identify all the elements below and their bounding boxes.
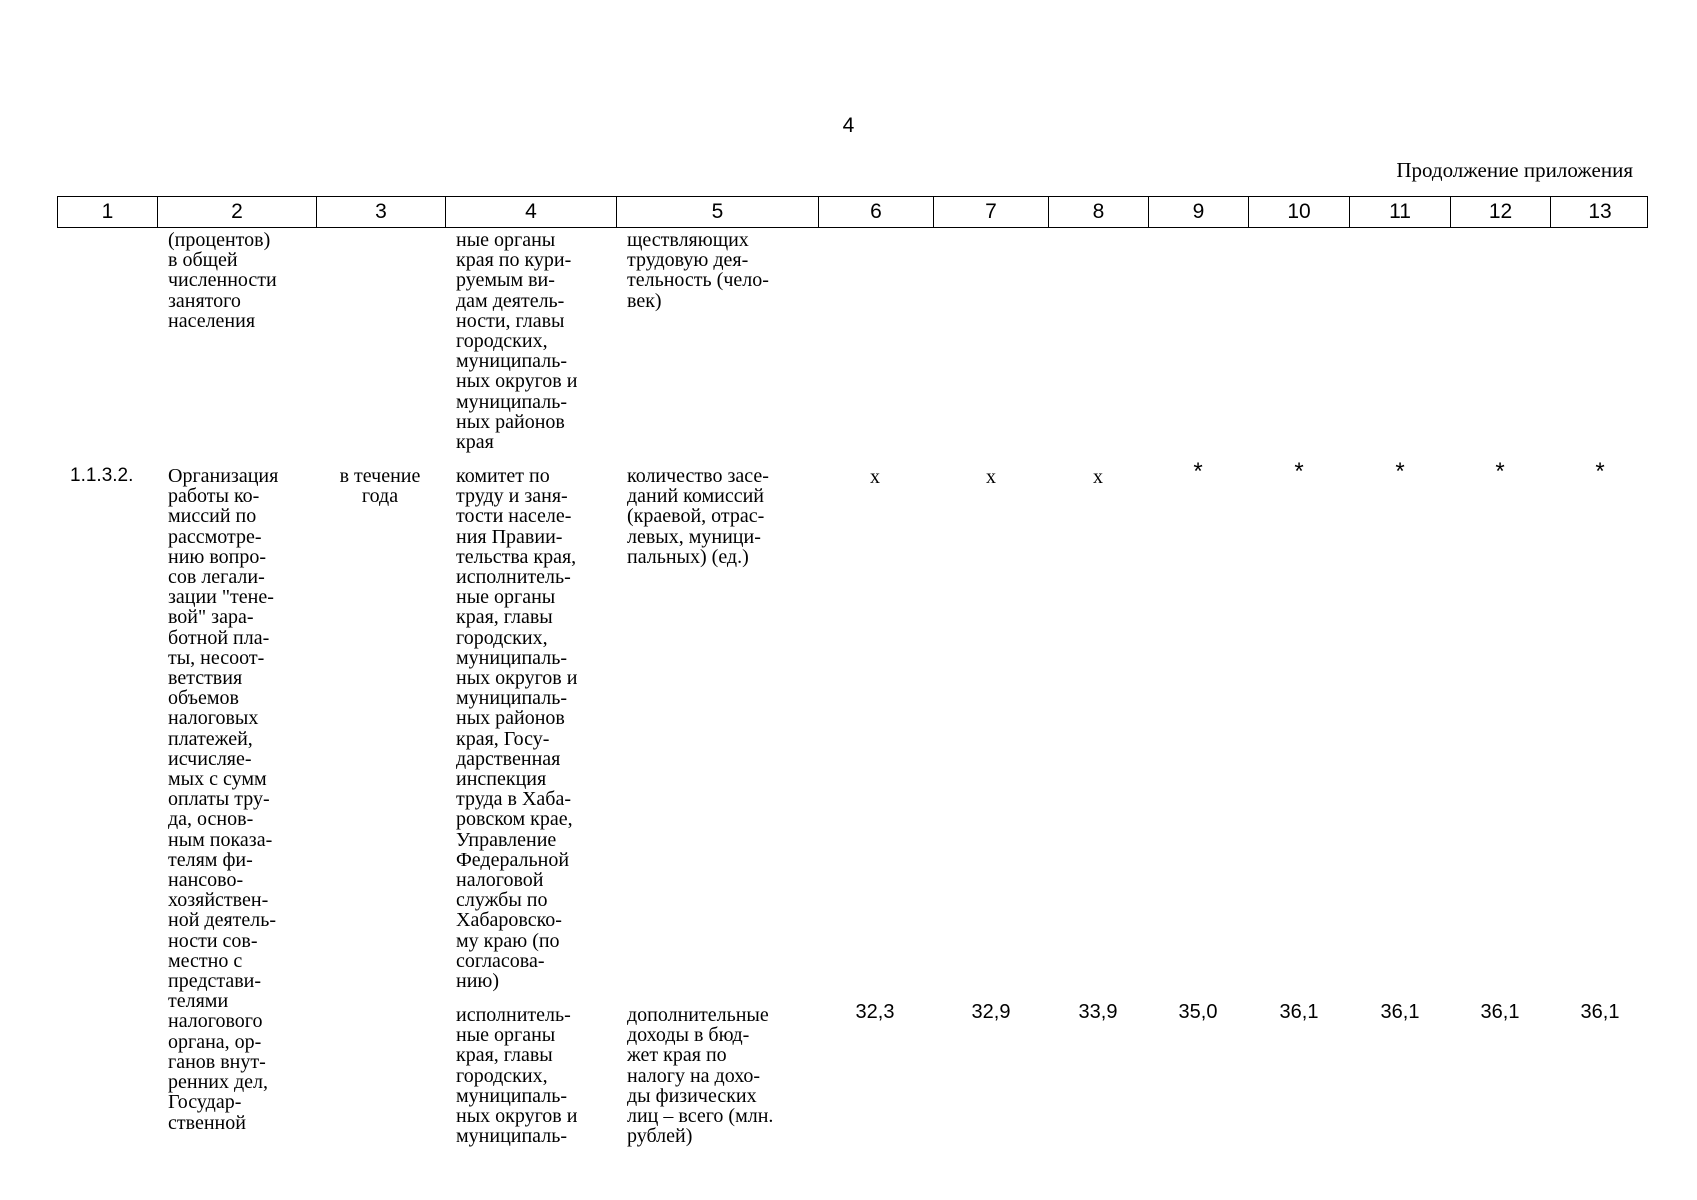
executor-sub1: комитет по труду и заня- тости населе- ния Правии- тельства края, исполнитель- ные органы края, главы городских, муниципаль- ных округов и муниципаль- ных районов края, Госу- дарственная инспекция труда в Хаба- ровском крае, Управление Федеральной налоговой службы по Хабаровско- му краю (по согласова- нию) [456, 465, 578, 993]
value-col12-sub1: * [1495, 458, 1505, 485]
value-col6-sub2: 32,3 [855, 1001, 895, 1023]
page-number: 4 [842, 114, 855, 137]
activity-name: Организация работы ко- миссий по рассмотре- нию вопро- сов легали- зации "тене- вой" зара- ботной пла- ты, несоот- ветствия объемов налоговых платежей, исчисляе- мых с сумм оплаты тру- да, основ- ным показа- телям фи- нансово- хозяйствен- ной деятель- ности сов- местно с представи- телями налогового органа, ор- ганов внут- ренних дел, Государ- ственной [168, 465, 279, 1134]
appendix-continuation-note: Продолжение приложения [1396, 158, 1633, 182]
value-col9-sub1: * [1193, 458, 1203, 485]
row-number: 1.1.3.2. [70, 465, 134, 486]
column-header-2: 2 [158, 197, 317, 227]
continuation-indicator-name: (процентов) в общей численности занятого населения [168, 229, 277, 332]
column-header-5: 5 [617, 197, 819, 227]
value-col7-sub1: х [986, 466, 996, 488]
value-col10-sub2: 36,1 [1279, 1001, 1319, 1023]
indicator-sub2: дополнительные доходы в бюд- жет края по налогу на дохо- ды физических лиц – всего (млн. рублей) [627, 1004, 774, 1148]
column-header-12: 12 [1451, 197, 1551, 227]
column-header-3: 3 [317, 197, 446, 227]
column-header-10: 10 [1249, 197, 1350, 227]
column-header-11: 11 [1350, 197, 1451, 227]
value-col11-sub1: * [1395, 458, 1405, 485]
value-col7-sub2: 32,9 [971, 1001, 1011, 1023]
table-header-row [57, 196, 1648, 228]
value-col8-sub1: х [1093, 466, 1103, 488]
value-col12-sub2: 36,1 [1480, 1001, 1520, 1023]
column-header-13: 13 [1588, 200, 1612, 223]
value-col6-sub1: х [870, 466, 880, 488]
column-header-6: 6 [819, 197, 934, 227]
value-col11-sub2: 36,1 [1380, 1001, 1420, 1023]
column-header-9: 9 [1149, 197, 1249, 227]
indicator-sub1: количество засе- даний комиссий (краевой, отрас- левых, муници- пальных) (ед.) [627, 465, 769, 568]
value-col8-sub2: 33,9 [1078, 1001, 1118, 1023]
column-header-1: 1 [58, 197, 158, 227]
executor-sub2: исполнитель- ные органы края, главы городских, муниципаль- ных округов и муниципаль- [456, 1004, 578, 1148]
column-header-4: 4 [446, 197, 617, 227]
continuation-executor: ные органы края по кури- руемым ви- дам деятель- ности, главы городских, муниципаль- ных округов и муниципаль- ных районов края [456, 229, 578, 454]
execution-period: в течение года [339, 465, 421, 508]
value-col9-sub2: 35,0 [1178, 1001, 1218, 1023]
column-header-7: 7 [934, 197, 1049, 227]
value-col13-sub2: 36,1 [1580, 1001, 1620, 1023]
column-header-8: 8 [1049, 197, 1149, 227]
value-col10-sub1: * [1294, 458, 1304, 485]
value-col13-sub1: * [1595, 458, 1605, 485]
continuation-indicator: ществляющих трудовую дея- тельность (чело- век) [627, 229, 769, 312]
